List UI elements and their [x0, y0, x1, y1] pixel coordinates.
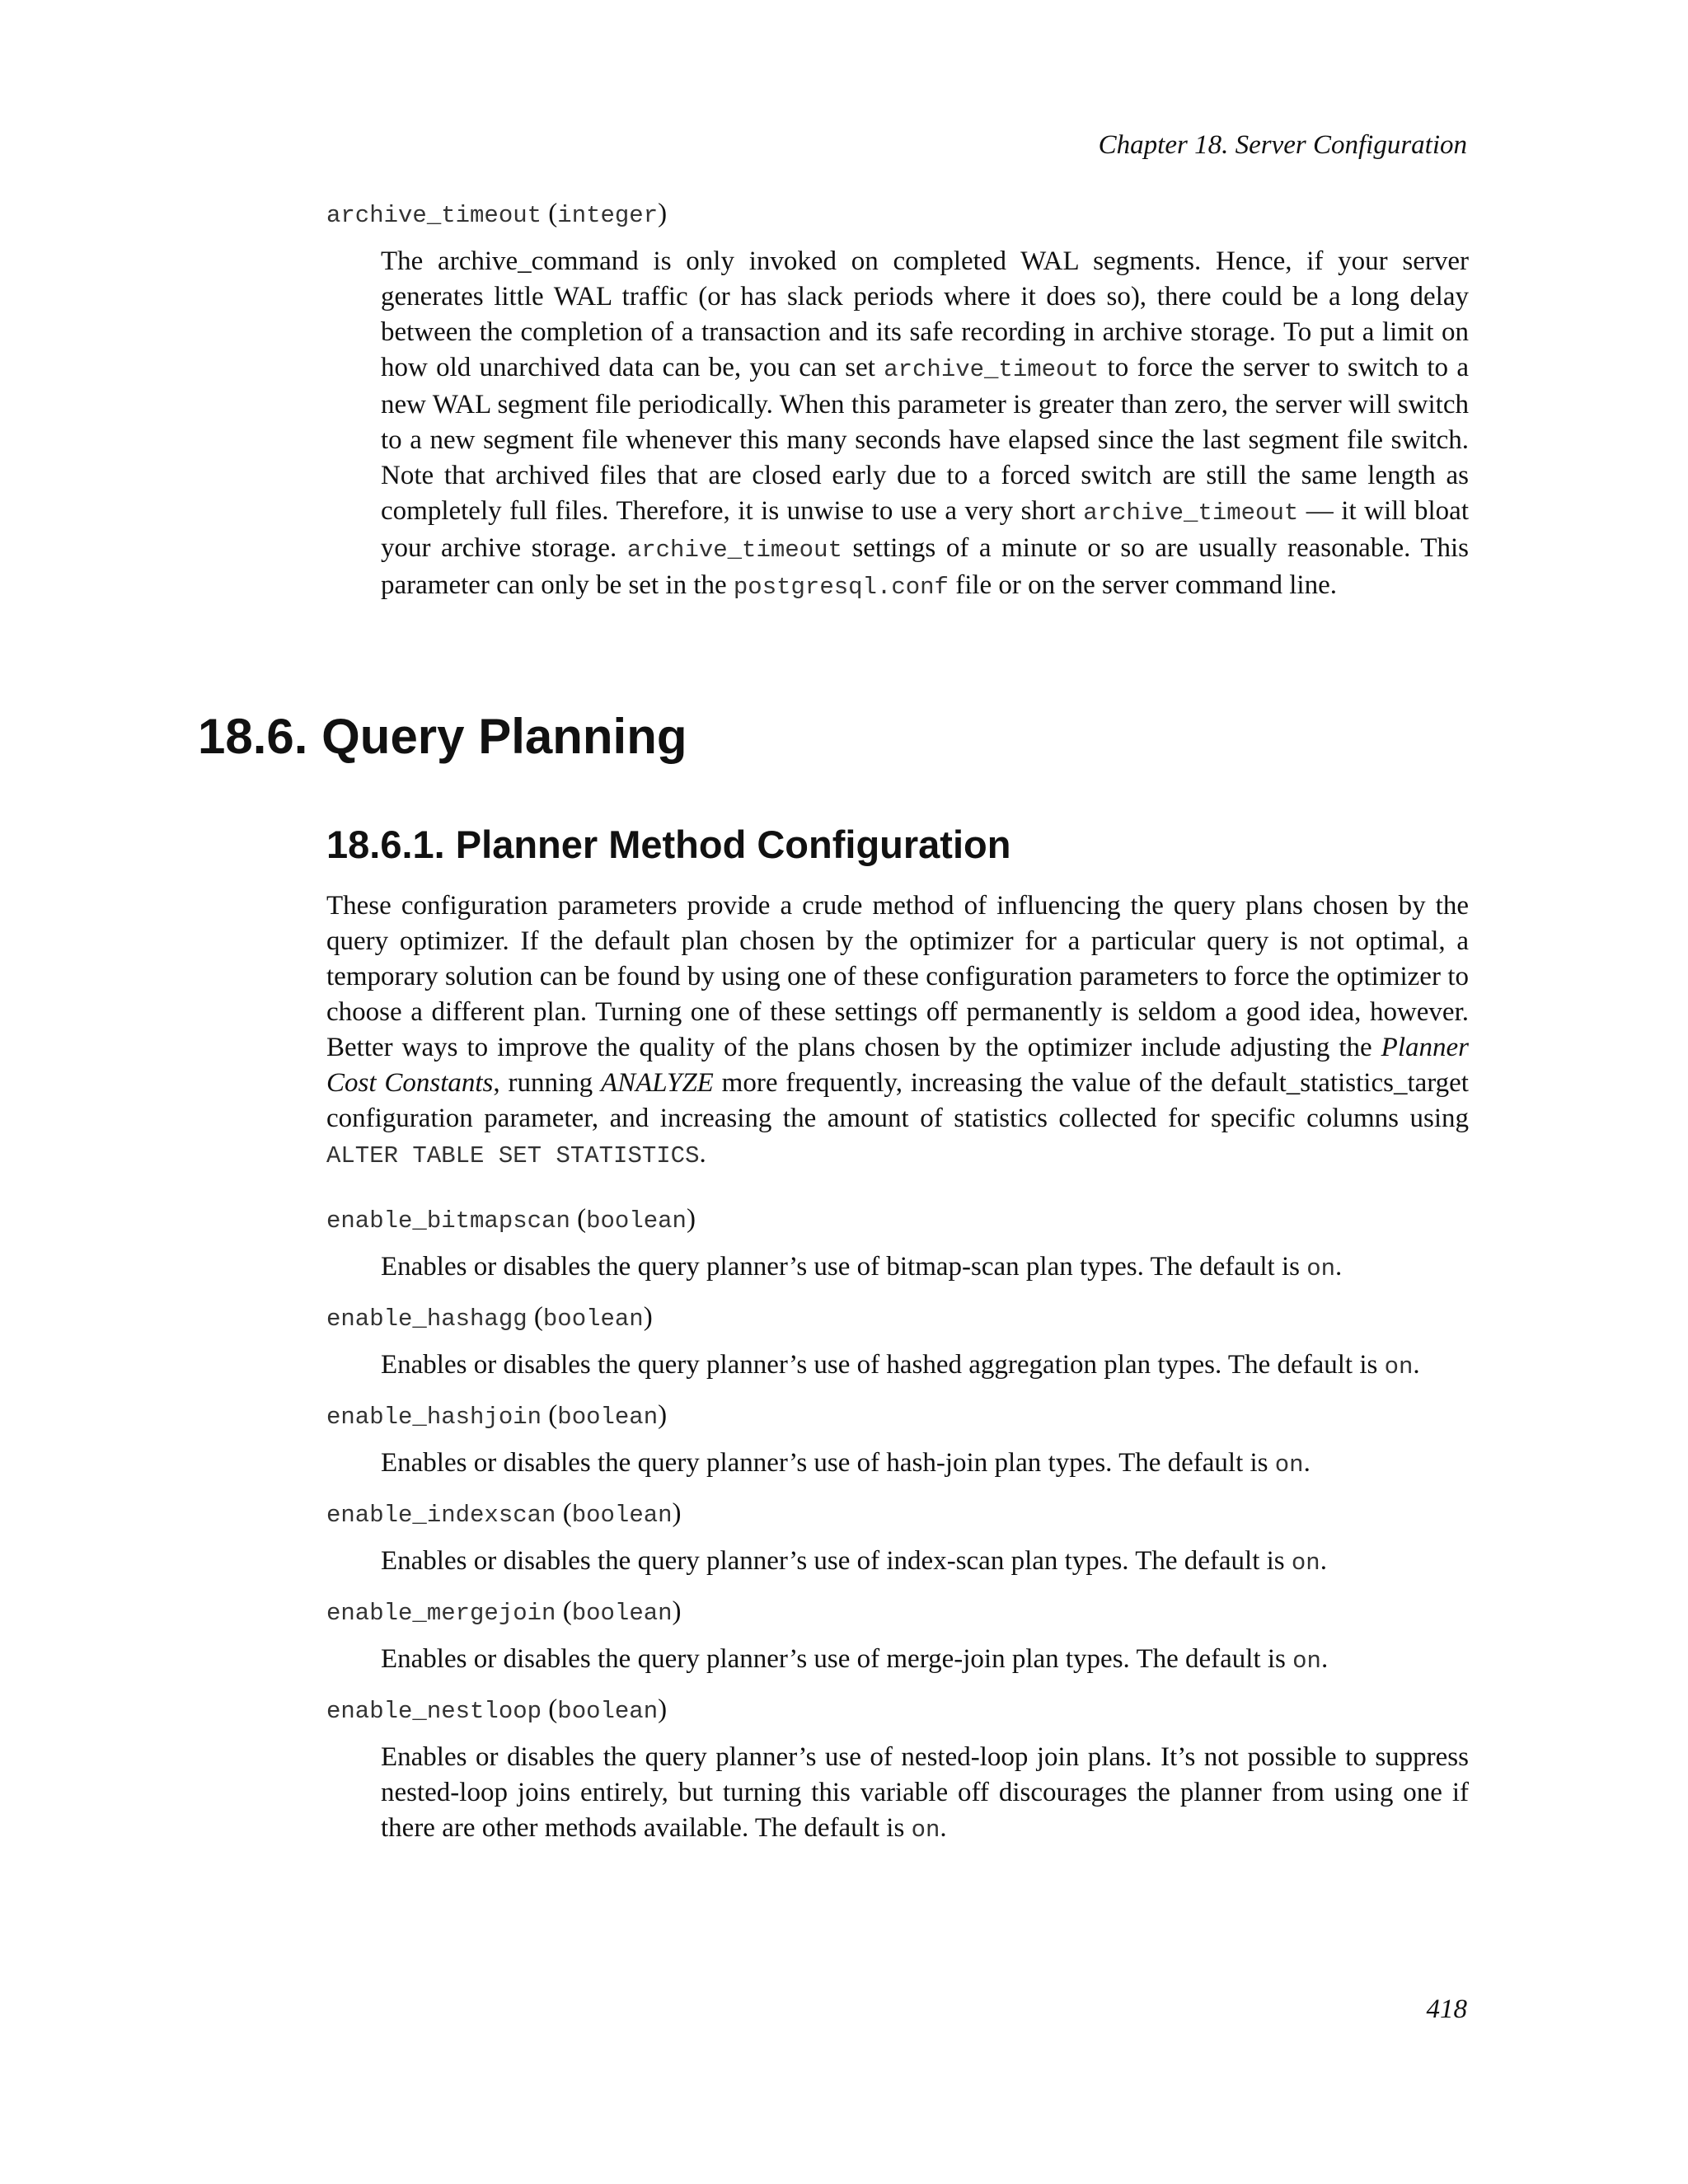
param-name: enable_nestloop	[326, 1698, 542, 1725]
param-name: enable_mergejoin	[326, 1600, 556, 1627]
param-desc-enable-nestloop: Enables or disables the query planner’s use of nested-loop join plans. It’s not possible to suppress nested-loop joins entirely, but turning this variable off discourages the planner from using one if there are other methods available. The default is on.	[381, 1742, 1469, 1844]
param-term-archive-timeout: archive_timeout (integer)	[326, 199, 668, 229]
subsection-intro: These configuration parameters provide a crude method of influencing the query plans chosen by the query optimizer. If the default plan chosen by the optimizer for a particular query is not optimal, a temporary solution can be found by using one of these configuration parameters to force the optimizer to choose a different plan. Turning one of these settings off permanently is seldom a good idea, however. Better ways to improve the quality of the plans chosen by the optimizer include adjusting the Planner Cost Constants, running ANALYZE more frequently, increasing the value of the default_statistics_target configuration parameter, and increasing the amount of statistics collected for specific columns using ALTER TABLE SET STATISTICS.	[326, 891, 1469, 1169]
default-value: on	[1291, 1549, 1320, 1577]
default-value: on	[1384, 1353, 1414, 1380]
inline-code: ALTER TABLE SET STATISTICS	[326, 1142, 700, 1169]
param-desc-enable-hashjoin: Enables or disables the query planner’s use of hash-join plan types. The default is on.	[381, 1448, 1311, 1479]
default-value: on	[911, 1816, 940, 1844]
param-type: integer	[557, 202, 659, 229]
param-name: enable_hashagg	[326, 1305, 528, 1333]
emphasis: Planner Cost Constants	[326, 1033, 1469, 1098]
default-value: on	[1292, 1647, 1321, 1675]
page-number: 418	[1426, 1994, 1467, 2024]
param-desc-archive-timeout: The archive_command is only invoked on completed WAL segments. Hence, if your server generates little WAL traffic (or has slack periods where it does so), there could be a long delay between the completion of a transaction and its safe recording in archive storage. To put a limit on how old unarchived data can be, you can set archive_timeout to force the server to switch to a new WAL segment file periodically. When this parameter is greater than zero, the server will switch to a new segment file whenever this many seconds have elapsed since the last segment file switch. Note that archived files that are closed early due to a forced switch are still the same length as completely full files. Therefore, it is unwise to use a very short archive_timeout — it will bloat your archive storage. archive_timeout settings of a minute or so are usually reasonable. This parameter can only be set in the postgresql.conf file or on the server command line.	[381, 246, 1469, 601]
section-title: 18.6. Query Planning	[198, 709, 687, 764]
running-header: Chapter 18. Server Configuration	[1098, 130, 1467, 160]
param-type: boolean	[571, 1600, 673, 1627]
param-type: boolean	[571, 1502, 673, 1529]
param-type: boolean	[557, 1404, 659, 1431]
param-type: boolean	[586, 1207, 687, 1235]
param-term-enable-hashjoin: enable_hashjoin (boolean)	[326, 1400, 668, 1431]
emphasis: ANALYZE	[600, 1068, 714, 1098]
param-name: enable_indexscan	[326, 1502, 556, 1529]
param-name: enable_hashjoin	[326, 1404, 542, 1431]
inline-code: archive_timeout	[626, 537, 842, 564]
inline-code: archive_timeout	[884, 356, 1100, 383]
inline-code: postgresql.conf	[733, 574, 949, 601]
param-term-enable-indexscan: enable_indexscan (boolean)	[326, 1498, 682, 1529]
inline-code: archive_timeout	[1083, 499, 1299, 527]
param-desc-enable-indexscan: Enables or disables the query planner’s use of index-scan plan types. The default is on.	[381, 1546, 1327, 1577]
default-value: on	[1274, 1451, 1304, 1479]
subsection-title: 18.6.1. Planner Method Configuration	[326, 823, 1011, 866]
param-term-enable-mergejoin: enable_mergejoin (boolean)	[326, 1596, 682, 1627]
default-value: on	[1306, 1255, 1336, 1282]
param-desc-enable-hashagg: Enables or disables the query planner’s use of hashed aggregation plan types. The default is on.	[381, 1350, 1420, 1380]
param-type: boolean	[542, 1305, 644, 1333]
param-term-enable-bitmapscan: enable_bitmapscan (boolean)	[326, 1204, 696, 1235]
param-desc-enable-bitmapscan: Enables or disables the query planner’s use of bitmap-scan plan types. The default is on.	[381, 1252, 1343, 1282]
param-desc-enable-mergejoin: Enables or disables the query planner’s use of merge-join plan types. The default is on.	[381, 1644, 1329, 1675]
param-term-enable-hashagg: enable_hashagg (boolean)	[326, 1302, 653, 1333]
param-term-enable-nestloop: enable_nestloop (boolean)	[326, 1694, 668, 1725]
param-name: archive_timeout	[326, 202, 542, 229]
param-type: boolean	[557, 1698, 659, 1725]
param-name: enable_bitmapscan	[326, 1207, 570, 1235]
